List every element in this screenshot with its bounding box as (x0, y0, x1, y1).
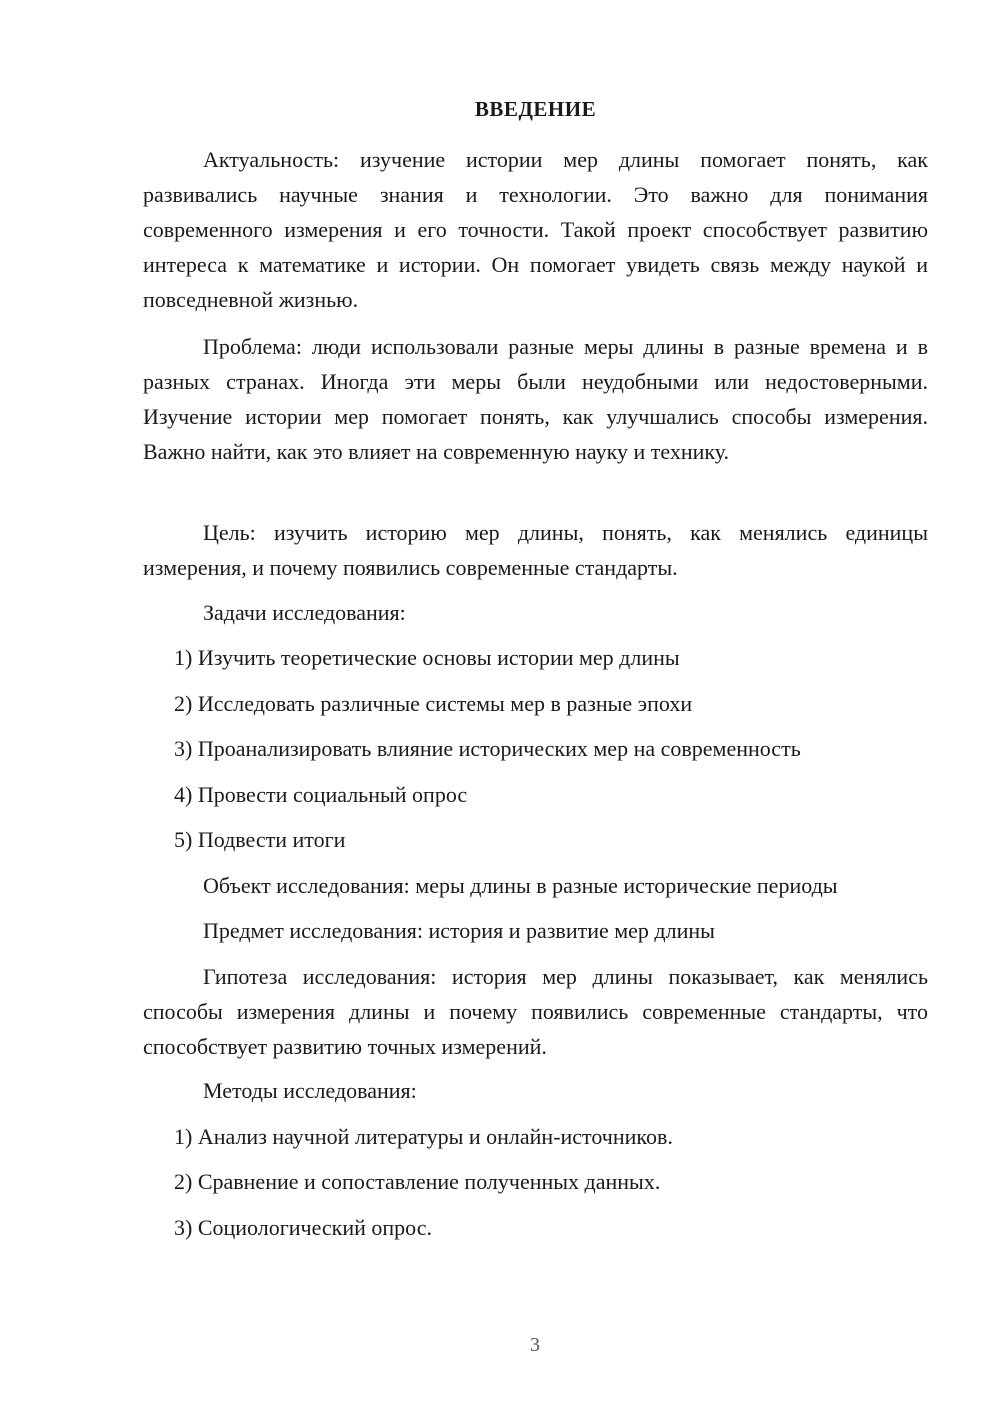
page-number: 3 (530, 1334, 540, 1356)
tasks-heading: Задачи исследования: (203, 600, 406, 625)
task-item: 5) Подвести итоги (174, 827, 346, 852)
methods-heading: Методы исследования: (203, 1078, 417, 1103)
hypothesis-paragraph: Гипотеза исследования: история мер длины показывает, как менялись способы измерения длины и почему появились современные стандарты, что способствует развитию точных измерений. (143, 964, 928, 1059)
task-item: 1) Изучить теоретические основы истории мер длины (174, 645, 680, 670)
method-item: 2) Сравнение и сопоставление полученных данных. (174, 1169, 661, 1194)
problem-paragraph: Проблема: люди использовали разные меры длины в разные времена и в разных странах. Иногда эти меры были неудобными или недостоверными. Изучение истории мер помогает понять, как улучшались способы измерения. Важно найти, как это влияет на современную науку и технику. (143, 334, 928, 464)
relevance-paragraph: Актуальность: изучение истории мер длины помогает понять, как развивались научные знания и технологии. Это важно для понимания современного измерения и его точности. Такой проект способствует развитию интереса к математике и истории. Он помогает увидеть связь между наукой и повседневной жизнью. (143, 147, 928, 312)
subject-line: Предмет исследования: история и развитие мер длины (203, 918, 715, 943)
task-item: 3) Проанализировать влияние исторических мер на современность (174, 736, 801, 761)
goal-paragraph: Цель: изучить историю мер длины, понять, как менялись единицы измерения, и почему появились современные стандарты. (143, 520, 928, 580)
task-item: 2) Исследовать различные системы мер в разные эпохи (174, 691, 693, 716)
object-line: Объект исследования: меры длины в разные исторические периоды (203, 873, 838, 898)
method-item: 1) Анализ научной литературы и онлайн-источников. (174, 1124, 673, 1149)
method-item: 3) Социологический опрос. (174, 1215, 432, 1240)
task-item: 4) Провести социальный опрос (174, 782, 468, 807)
page-title: ВВЕДЕНИЕ (474, 97, 597, 121)
